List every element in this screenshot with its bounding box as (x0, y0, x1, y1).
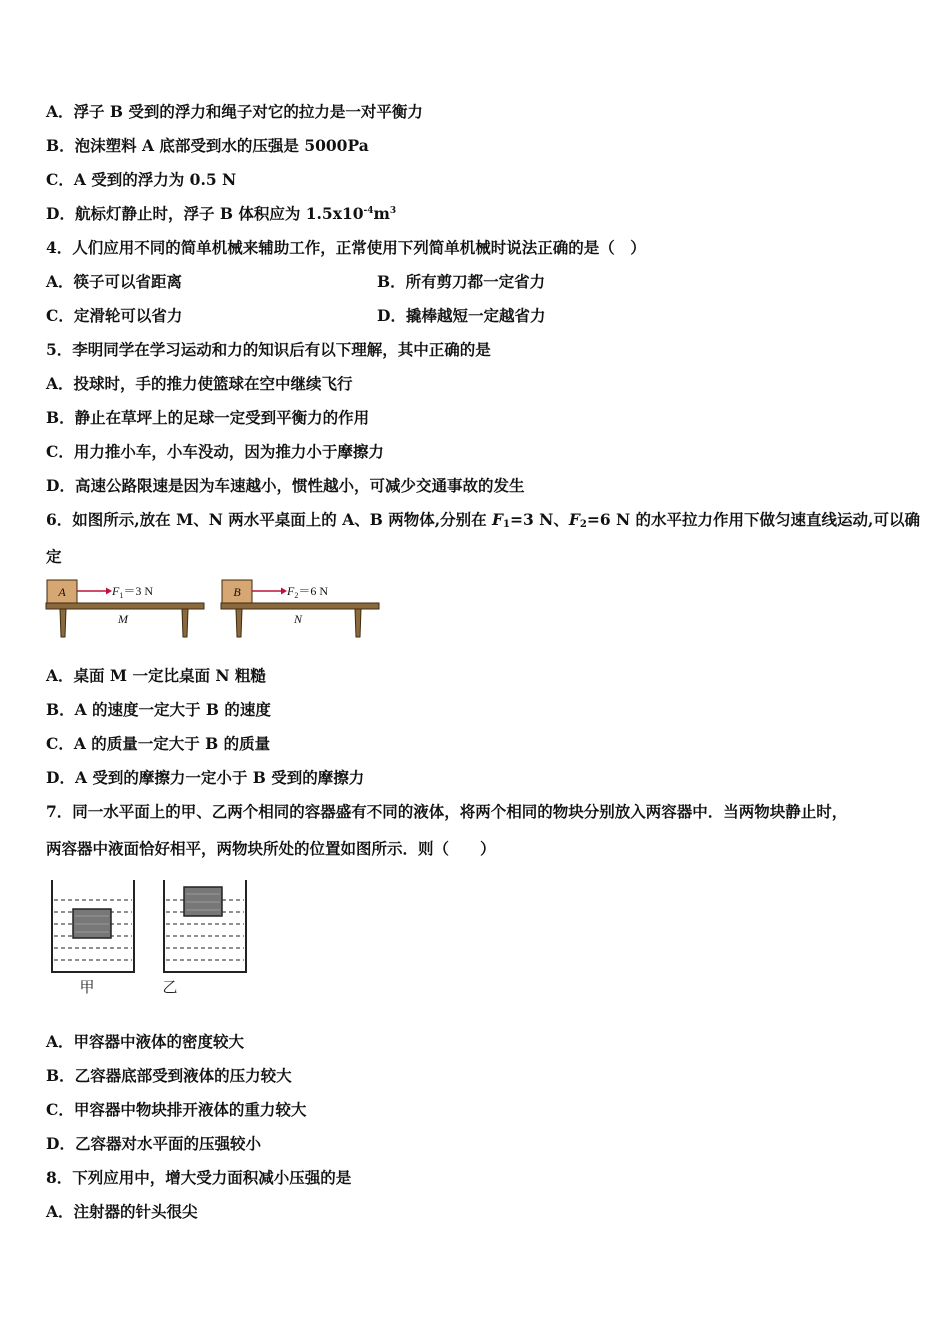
q6-f2-value: =6 N 的水平拉力作用下做匀速直线运动,可以确 (586, 510, 920, 529)
q5-option-d: D．高速公路限速是因为车速越小，惯性越小，可减少交通事故的发生 (46, 476, 525, 495)
q6-f1-value: =3 N、 (510, 510, 569, 529)
q4-option-d: D．撬棒越短一定越省力 (377, 306, 546, 325)
block-a-label: A (58, 585, 66, 599)
q3-option-d-text: D．航标灯静止时，浮子 B 体积应为 1.5x10 (46, 204, 364, 223)
q8-option-a: A．注射器的针头很尖 (46, 1202, 198, 1221)
force-f1-label: $F_1=3$ N (112, 584, 154, 600)
q3-option-d-exponent: -4 (363, 206, 374, 216)
table-m-top (46, 603, 204, 609)
table-m-label: M (118, 612, 128, 626)
q3-option-b: B．泡沫塑料 A 底部受到水的压强是 5000Pa (46, 136, 369, 155)
table-m-right-leg (182, 609, 188, 637)
q6-option-a: A．桌面 M 一定比桌面 N 粗糙 (46, 666, 266, 685)
table-n-left-leg (236, 609, 242, 637)
q3-option-d (46, 204, 396, 224)
q6-option-c: C．A 的质量一定大于 B 的质量 (46, 734, 271, 753)
block-b-label: B (233, 585, 241, 599)
q6-option-d: D．A 受到的摩擦力一定小于 B 受到的摩擦力 (46, 768, 365, 787)
q4-option-b: B．所有剪刀都一定省力 (377, 272, 546, 291)
q5-option-a: A．投球时，手的推力使篮球在空中继续飞行 (46, 374, 353, 393)
q5-option-b: B．静止在草坪上的足球一定受到平衡力的作用 (46, 408, 370, 427)
q6-stem-part-a: 6．如图所示,放在 M、N 两水平桌面上的 A、B 两物体,分别在 (46, 510, 493, 529)
label-yi: 乙 (162, 980, 178, 996)
q6-f2-symbol: F (568, 510, 580, 529)
q6-f1-subscript: 1 (503, 519, 510, 530)
q3-option-d-unit: m (373, 204, 390, 223)
q3-option-a: A．浮子 B 受到的浮力和绳子对它的拉力是一对平衡力 (46, 102, 423, 121)
q3-option-d-unit-exponent: 3 (389, 206, 397, 216)
q6-stem-continued: 定 (46, 547, 62, 566)
q7-stem-continued: 两容器中液面恰好相平，两物块所处的位置如图所示．则（ ） (46, 839, 496, 858)
q7-option-c: C．甲容器中物块排开液体的重力较大 (46, 1100, 307, 1119)
label-jia: 甲 (79, 980, 95, 996)
q8-stem: 8．下列应用中，增大受力面积减小压强的是 (46, 1168, 352, 1187)
q6-option-b: B．A 的速度一定大于 B 的速度 (46, 700, 271, 719)
table-n-right-leg (355, 609, 361, 637)
q5-option-c: C．用力推小车，小车没动，因为推力小于摩擦力 (46, 442, 384, 461)
table-m-left-leg (60, 609, 66, 637)
q4-stem: 4．人们应用不同的简单机械来辅助工作，正常使用下列简单机械时说法正确的是（ ） (46, 238, 646, 257)
q6-figure (40, 575, 390, 643)
q5-stem: 5．李明同学在学习运动和力的知识后有以下理解，其中正确的是 (46, 340, 491, 359)
q6-f2-subscript: 2 (579, 519, 587, 530)
q6-stem (46, 510, 920, 530)
q6-f1-symbol: F (492, 510, 504, 529)
q7-figure (44, 876, 254, 1001)
force-f2-label: $F_2=6$ N (287, 584, 329, 600)
q7-option-b: B．乙容器底部受到液体的压力较大 (46, 1066, 292, 1085)
table-n-label: N (293, 612, 303, 626)
q4-option-a: A．筷子可以省距离 (46, 272, 183, 291)
q7-stem: 7．同一水平面上的甲、乙两个相同的容器盛有不同的液体，将两个相同的物块分别放入两容器中．当两物块静止时， (46, 802, 848, 821)
q3-option-c: C．A 受到的浮力为 0.5 N (46, 170, 237, 189)
q7-option-a: A．甲容器中液体的密度较大 (46, 1032, 245, 1051)
q7-option-d: D．乙容器对水平面的压强较小 (46, 1134, 261, 1153)
table-n-top (221, 603, 379, 609)
q4-option-c: C．定滑轮可以省力 (46, 306, 183, 325)
